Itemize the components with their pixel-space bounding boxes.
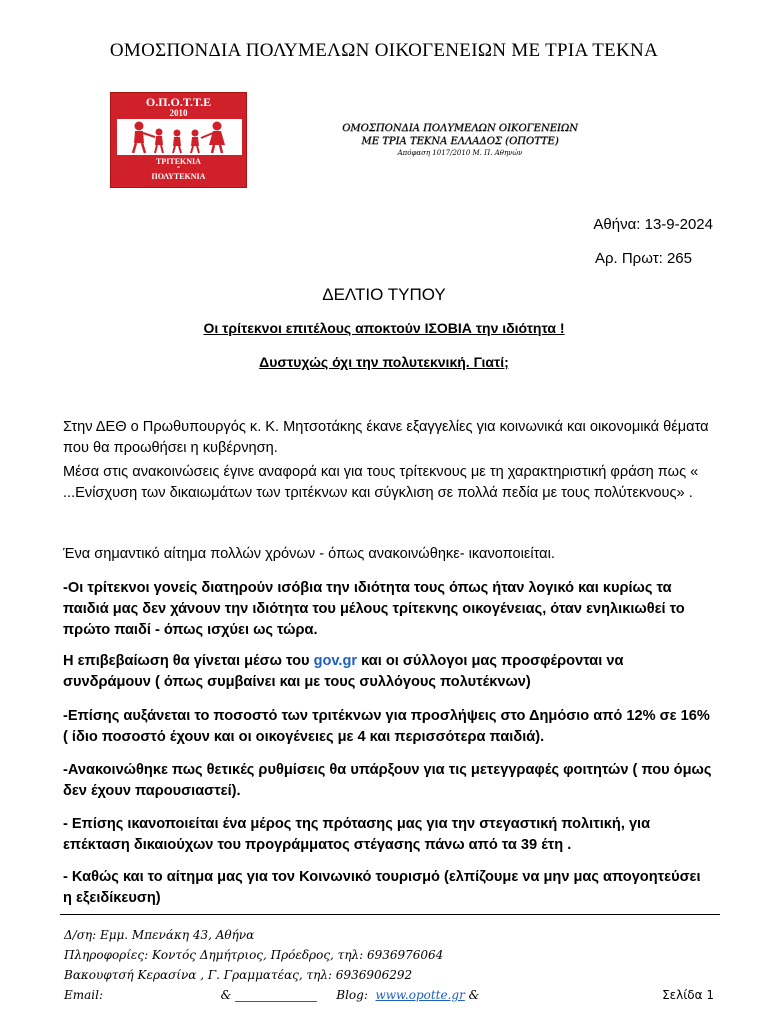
paragraph-6: -Επίσης αυξάνεται το ποσοστό των τριτέκνων για προσλήψεις στο Δημόσιο από 12% σε 16% ( ίδιο ποσοστό έχουν και οι οικογένειες με 4 και περισσότερα παιδιά).: [63, 708, 710, 745]
family-figures-icon: [117, 119, 242, 155]
logo-separator: =: [177, 165, 180, 171]
subtitle-secondary: Δυστυχώς όχι την πολυτεκνική. Γιατί;: [259, 354, 509, 370]
page-number: Σελίδα 1: [662, 988, 714, 1002]
blog-label: Blog:: [336, 988, 368, 1002]
footer-info: Πληροφορίες: Κοντός Δημήτριος, Πρόεδρος, τηλ: 6936976064: [64, 948, 444, 962]
paragraph-8: - Επίσης ικανοποιείται ένα μέρος της πρότασης μας για την στεγαστική πολιτική, για επέκταση δικαιούχων του προγράμματος στέγασης πάνω από τα 39 έτη .: [63, 816, 651, 853]
logo-acronym: Ο.Π.Ο.Τ.Τ.Ε: [145, 95, 212, 109]
paragraph-2: Μέσα στις ανακοινώσεις έγινε αναφορά και για τους τρίτεκνους με τη χαρακτηριστική φράση πως « ...Ενίσχυση των δικαιωμάτων των τριτέκνων και σύγκλιση σε πολλά πεδία με τους πολύτεκνους» .: [63, 464, 699, 501]
paragraph-1: Στην ΔΕΘ ο Πρωθυπουργός κ. Κ. Μητσοτάκης έκανε εξαγγελίες για κοινωνικά και οικονομικά θέματα που θα προωθήσει η κυβέρνηση.: [63, 419, 709, 456]
federation-name-line1: ΟΜΟΣΠΟΝΔΙΑ ΠΟΛΥΜΕΛΩΝ ΟΙΚΟΓΕΝΕΙΩΝ: [342, 123, 578, 134]
blog-link[interactable]: www.opotte.gr: [375, 988, 465, 1002]
logo-polytekneia: ΠΟΛΥΤΕΚΝΙΑ: [151, 172, 206, 181]
federation-name-block: [280, 122, 640, 158]
document-date: Αθήνα: 13-9-2024: [593, 216, 713, 233]
paragraph-9: - Καθώς και το αίτημα μας για τον Κοινωνικό τουρισμό (ελπίζουμε να μην μας απογοητεύσει η εξειδίκευση): [63, 869, 701, 906]
ampersand-2: &: [468, 988, 480, 1002]
email-link[interactable]: [235, 989, 317, 1002]
logo-year: 2010: [169, 108, 188, 118]
footer-divider: [60, 914, 720, 915]
paragraph-7: -Ανακοινώθηκε πως θετικές ρυθμίσεις θα υπάρξουν για τις μετεγγραφές φοιτητών ( που όμως δεν έχουν παρουσιαστεί).: [63, 762, 712, 799]
paragraph-4: -Οι τρίτεκνοι γονείς διατηρούν ισόβια την ιδιότητα τους όπως ήταν λογικό και κυρίως τα παιδιά μας δεν χάνουν την ιδιότητα του μέλους τρίτεκνης οικογένειας, όταν ενηλικιωθεί το πρώτο παιδί - όπως ισχύει ως τώρα.: [63, 580, 685, 638]
federation-name-line2: ΜΕ ΤΡΙΑ ΤΕΚΝΑ ΕΛΛΑΔΟΣ (ΟΠΟΤΤΕ): [361, 136, 559, 147]
footer-address: Δ/ση: Εμμ. Μπενάκη 43, Αθήνα: [64, 928, 255, 942]
paragraph-5: Η επιβεβαίωση θα γίνεται μέσω του gov.gr και οι σύλλογοι μας προσφέρονται να συνδράμουν ( όπως συμβαίνει και με τους συλλόγους πολυτέκνων): [63, 653, 624, 690]
ampersand-1: &: [220, 988, 232, 1002]
protocol-number: Αρ. Πρωτ: 265: [594, 250, 692, 267]
header-title: ΟΜΟΣΠΟΝΔΙΑ ΠΟΛΥΜΕΛΩΝ ΟΙΚΟΓΕΝΕΙΩΝ ΜΕ ΤΡΙΑ ΤΕΚΝΑ: [109, 40, 659, 61]
email-label: Email:: [64, 988, 104, 1002]
logo-tritekneia: ΤΡΙΤΕΚΝΙΑ: [156, 157, 201, 166]
footer-secretary: Βακουφτσή Κερασίνα , Γ. Γραμματέας, τηλ: 6936906292: [64, 968, 413, 982]
press-release-title: ΔΕΛΤΙΟ ΤΥΠΟΥ: [322, 285, 446, 304]
federation-decision: Απόφαση 1017/2010 Μ. Π. Αθηνών: [397, 149, 523, 157]
federation-logo: [110, 92, 247, 188]
subtitle-main: Οι τρίτεκνοι επιτέλους αποκτούν ΙΣΟΒΙΑ την ιδιότητα !: [203, 320, 565, 336]
footer-contact-line: [64, 988, 714, 1002]
paragraph-3: Ένα σημαντικό αίτημα πολλών χρόνων - όπως ανακοινώθηκε- ικανοποιείται.: [63, 546, 555, 562]
gov-gr-link[interactable]: gov.gr: [313, 653, 358, 669]
